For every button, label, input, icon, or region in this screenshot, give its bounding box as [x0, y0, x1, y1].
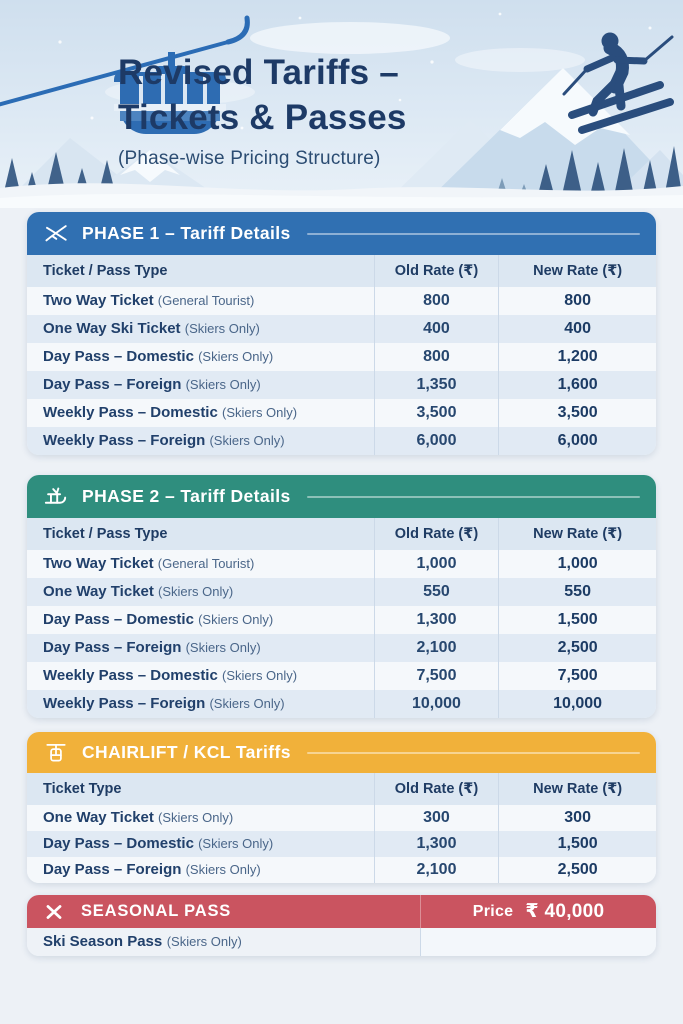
- table-row: [27, 371, 656, 399]
- cell-old-rate: 3,500: [374, 399, 499, 427]
- table-row: [27, 287, 656, 315]
- page-title-block: [118, 50, 407, 170]
- cell-new-rate: 550: [499, 578, 656, 606]
- chairlift-icon: [43, 740, 68, 765]
- cell-new-rate: 1,200: [499, 343, 656, 371]
- table-row: [27, 427, 656, 455]
- table-row: [27, 690, 656, 718]
- cell-ticket-type: [27, 371, 374, 399]
- table-row: [27, 578, 656, 606]
- cell-ticket-type: [27, 634, 374, 662]
- cell-new-rate: 1,600: [499, 371, 656, 399]
- table-row: [27, 662, 656, 690]
- row-label: Weekly Pass – Foreign: [43, 432, 210, 449]
- phase2-table: [27, 518, 656, 718]
- page-title-line1: Revised Tariffs –: [118, 53, 399, 92]
- cell-new-rate: 1,000: [499, 550, 656, 578]
- row-label: Day Pass – Foreign: [43, 861, 186, 878]
- cell-new-rate: 800: [499, 287, 656, 315]
- cell-ticket-type: [27, 578, 374, 606]
- phase1-card: [27, 212, 656, 455]
- cell-old-rate: 7,500: [374, 662, 499, 690]
- chairlift-title: CHAIRLIFT / KCL Tariffs: [82, 742, 291, 762]
- cell-old-rate: 1,350: [374, 371, 499, 399]
- seasonal-row-empty-cell: [420, 928, 656, 956]
- cell-ticket-type: [27, 399, 374, 427]
- table-row: [27, 606, 656, 634]
- seasonal-banner-left: [27, 895, 420, 928]
- cell-new-rate: 7,500: [499, 662, 656, 690]
- cell-ticket-type: [27, 315, 374, 343]
- row-label: Day Pass – Foreign: [43, 376, 186, 393]
- column-header-row: [27, 255, 656, 287]
- cell-ticket-type: [27, 857, 374, 883]
- sled-icon: [43, 484, 68, 509]
- seasonal-price: [420, 895, 656, 928]
- row-note: (Skiers Only): [198, 836, 274, 851]
- cell-ticket-type: [27, 606, 374, 634]
- cell-old-rate: 6,000: [374, 427, 499, 455]
- cell-new-rate: 1,500: [499, 606, 656, 634]
- row-note: (General Tourist): [157, 556, 255, 571]
- banner-rule: [307, 496, 640, 498]
- cell-new-rate: 1,500: [499, 831, 656, 857]
- chairlift-card: [27, 732, 656, 883]
- cell-ticket-type: [27, 343, 374, 371]
- seasonal-row-label-cell: [27, 928, 420, 956]
- row-note: (Skiers Only): [185, 640, 261, 655]
- row-note: (Skiers Only): [166, 934, 242, 949]
- row-note: (Skiers Only): [185, 862, 261, 877]
- row-note: (Skiers Only): [209, 696, 285, 711]
- cell-new-rate: 2,500: [499, 634, 656, 662]
- row-note: (Skiers Only): [184, 321, 260, 336]
- row-label: One Way Ticket: [43, 583, 159, 600]
- row-label: Two Way Ticket: [43, 555, 158, 572]
- cell-ticket-type: [27, 550, 374, 578]
- cell-old-rate: 400: [374, 315, 499, 343]
- banner-rule: [307, 233, 640, 235]
- cell-ticket-type: [27, 287, 374, 315]
- cell-old-rate: 1,300: [374, 606, 499, 634]
- cell-old-rate: 1,300: [374, 831, 499, 857]
- cell-new-rate: 10,000: [499, 690, 656, 718]
- page-title: [118, 50, 407, 140]
- row-label: Day Pass – Foreign: [43, 639, 186, 656]
- cell-old-rate: 2,100: [374, 634, 499, 662]
- price-value: ₹ 40,000: [525, 901, 605, 922]
- row-note: (Skiers Only): [198, 349, 274, 364]
- cell-old-rate: 550: [374, 578, 499, 606]
- column-header-row: [27, 518, 656, 550]
- row-label: Weekly Pass – Domestic: [43, 667, 222, 684]
- cell-ticket-type: [27, 690, 374, 718]
- phase1-banner: [27, 212, 656, 255]
- column-header: Ticket / Pass Type: [27, 255, 374, 287]
- phase1-table: [27, 255, 656, 455]
- chairlift-banner: [27, 732, 656, 773]
- cell-old-rate: 800: [374, 343, 499, 371]
- column-header: New Rate (₹): [499, 255, 656, 287]
- column-header: Ticket / Pass Type: [27, 518, 374, 550]
- table-row: [27, 831, 656, 857]
- page-subtitle: (Phase-wise Pricing Structure): [118, 148, 381, 169]
- cell-new-rate: 400: [499, 315, 656, 343]
- seasonal-pass-card: [27, 895, 656, 956]
- row-label: Ski Season Pass: [43, 933, 163, 950]
- cell-old-rate: 2,100: [374, 857, 499, 883]
- table-row: [27, 550, 656, 578]
- phase2-banner: [27, 475, 656, 518]
- column-header: Old Rate (₹): [374, 255, 499, 287]
- seasonal-banner: [27, 895, 656, 928]
- row-note: (Skiers Only): [158, 810, 234, 825]
- seasonal-title: SEASONAL PASS: [81, 902, 232, 920]
- row-note: (General Tourist): [157, 293, 255, 308]
- row-label: Weekly Pass – Domestic: [43, 404, 222, 421]
- row-label: Weekly Pass – Foreign: [43, 695, 210, 712]
- table-row: [27, 343, 656, 371]
- cell-new-rate: 3,500: [499, 399, 656, 427]
- cell-old-rate: 300: [374, 805, 499, 831]
- row-note: (Skiers Only): [158, 584, 234, 599]
- cell-ticket-type: [27, 805, 374, 831]
- column-header: Old Rate (₹): [374, 518, 499, 550]
- cell-new-rate: 6,000: [499, 427, 656, 455]
- phase2-card: [27, 475, 656, 718]
- table-row: [27, 315, 656, 343]
- page-title-line2: Tickets & Passes: [118, 98, 407, 137]
- table-row: [27, 399, 656, 427]
- row-note: (Skiers Only): [209, 433, 285, 448]
- column-header: New Rate (₹): [499, 773, 656, 805]
- row-label: One Way Ticket: [43, 809, 159, 826]
- header-illustration: [0, 0, 683, 208]
- row-label: Day Pass – Domestic: [43, 835, 199, 852]
- column-header: Old Rate (₹): [374, 773, 499, 805]
- row-label: Day Pass – Domestic: [43, 348, 199, 365]
- row-note: (Skiers Only): [198, 612, 274, 627]
- cell-ticket-type: [27, 831, 374, 857]
- phase2-title: PHASE 2 – Tariff Details: [82, 486, 291, 506]
- row-label: Two Way Ticket: [43, 292, 158, 309]
- column-header-row: [27, 773, 656, 805]
- column-header: Ticket Type: [27, 773, 374, 805]
- table-row: [27, 857, 656, 883]
- row-label: One Way Ski Ticket: [43, 320, 185, 337]
- row-note: (Skiers Only): [222, 405, 298, 420]
- table-row: [27, 634, 656, 662]
- row-label: Day Pass – Domestic: [43, 611, 199, 628]
- crossed-skis-icon: [43, 901, 65, 923]
- cell-old-rate: 10,000: [374, 690, 499, 718]
- cell-ticket-type: [27, 662, 374, 690]
- skis-icon: [43, 221, 68, 246]
- cell-new-rate: 300: [499, 805, 656, 831]
- table-row: [27, 805, 656, 831]
- content-area: [0, 208, 683, 956]
- banner-rule: [307, 752, 640, 754]
- row-note: (Skiers Only): [222, 668, 298, 683]
- chairlift-table: [27, 773, 656, 883]
- cell-old-rate: 1,000: [374, 550, 499, 578]
- skier-illustration: [560, 26, 680, 148]
- phase1-title: PHASE 1 – Tariff Details: [82, 223, 291, 243]
- cell-new-rate: 2,500: [499, 857, 656, 883]
- price-label: Price: [472, 902, 514, 920]
- cell-old-rate: 800: [374, 287, 499, 315]
- row-note: (Skiers Only): [185, 377, 261, 392]
- seasonal-row: [27, 928, 656, 956]
- cell-ticket-type: [27, 427, 374, 455]
- column-header: New Rate (₹): [499, 518, 656, 550]
